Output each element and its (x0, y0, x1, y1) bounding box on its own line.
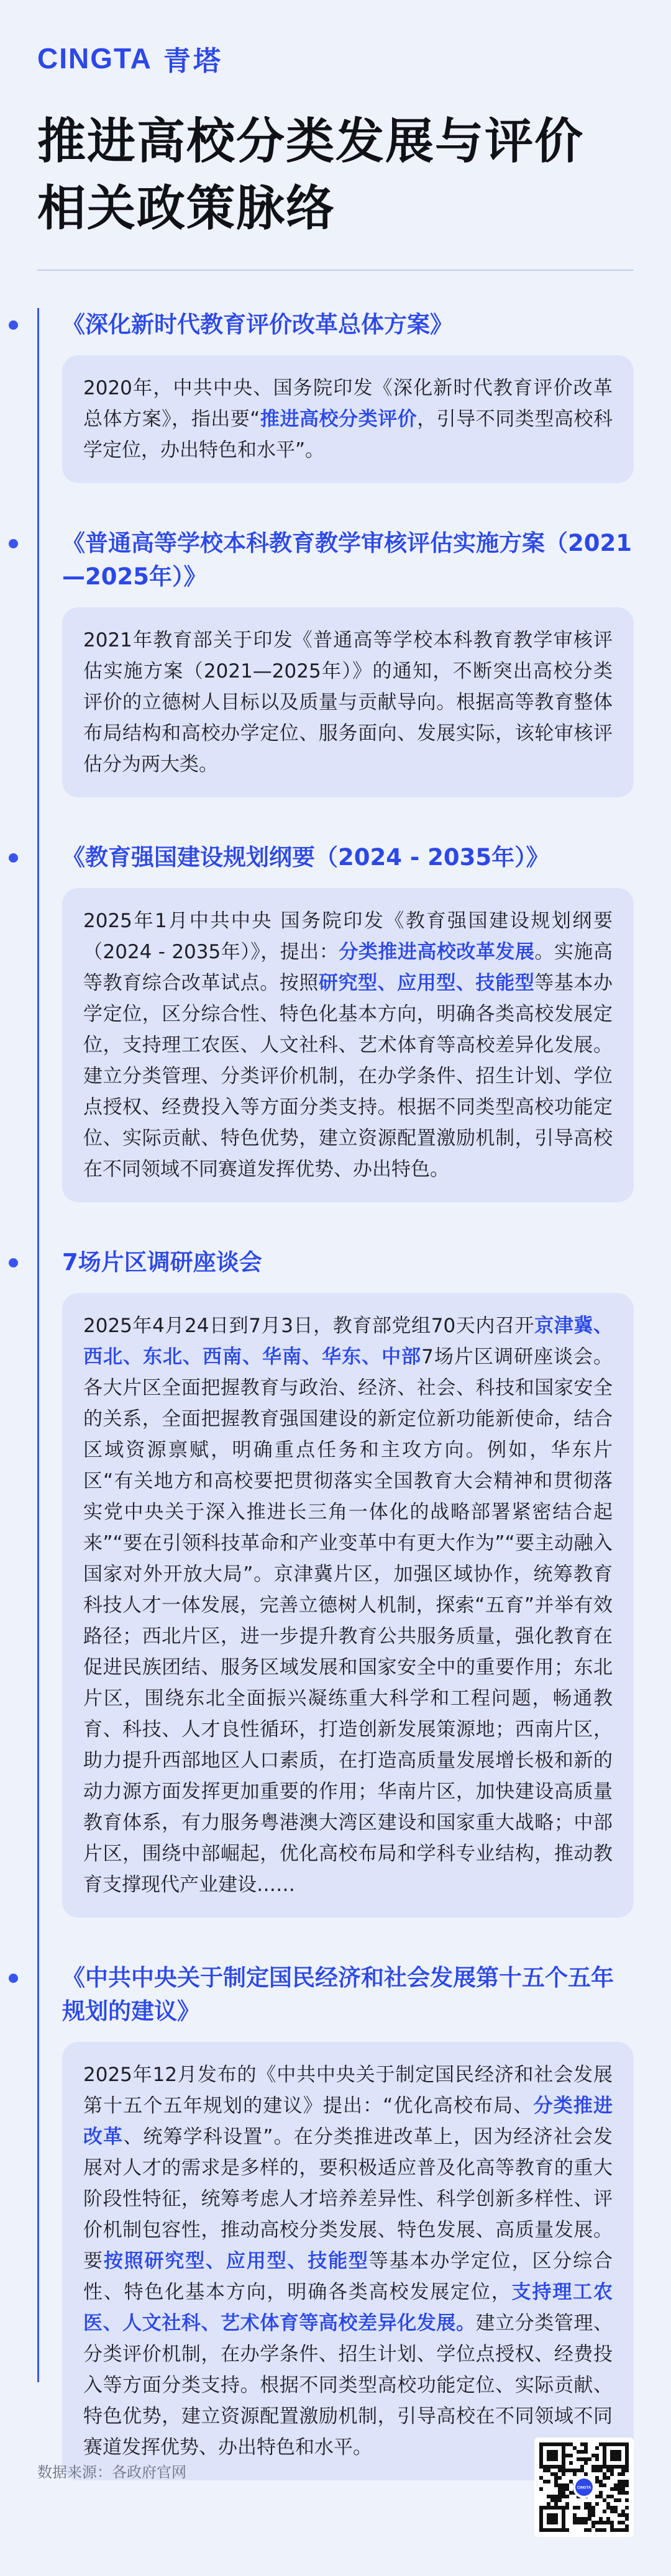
qr-module (610, 2521, 614, 2524)
qr-module (554, 2495, 558, 2498)
qr-module (591, 2506, 595, 2510)
qr-module (565, 2469, 569, 2472)
qr-module (554, 2476, 558, 2480)
qr-module (606, 2469, 610, 2472)
qr-module (599, 2521, 603, 2524)
qr-module (584, 2517, 588, 2521)
qr-module (595, 2446, 599, 2450)
qr-module (618, 2483, 621, 2487)
brand-name-cn: 青塔 (163, 45, 223, 77)
qr-module (562, 2491, 565, 2495)
qr-finder-core (547, 2450, 558, 2461)
qr-module (562, 2487, 565, 2491)
qr-module (595, 2469, 599, 2472)
qr-module (599, 2483, 603, 2487)
qr-module (599, 2491, 603, 2495)
section-card (62, 607, 634, 797)
body-text: 。实施高等教育综合改革试点。按照 (83, 941, 613, 994)
qr-module (606, 2495, 610, 2498)
qr-module (595, 2457, 599, 2461)
qr-module (569, 2480, 573, 2483)
qr-module (603, 2528, 606, 2532)
qr-module (565, 2483, 569, 2487)
qr-module (599, 2442, 603, 2446)
qr-center-logo-text: CINGTA (577, 2486, 591, 2490)
qr-module (595, 2454, 599, 2457)
qr-module (584, 2506, 588, 2510)
qr-module (621, 2521, 625, 2524)
qr-finder-core (547, 2513, 558, 2524)
highlight-text: 研究型、应用型、技能型 (318, 972, 535, 994)
body-text: ，引导不同类型高校科学定位，办出特色和水平”。 (83, 408, 613, 461)
body-text: 等基本办学定位，区分综合性、特色化基本方向，明确各类高校发展定位，支持理工农医、人文社科、艺术体育等高校差异化发展。建立分类管理、分类评价机制，在办学条件、招生计划、学位点授权、经费投入等方面分类支持。根据不同类型高校功能定位、实际贡献、特色优势，建立资源配置激励机制，引导高校在不同领域不同赛道发挥优势、办出特色。 (83, 972, 613, 1181)
qr-module (618, 2491, 621, 2495)
body-text: 2025年1月中共中央 国务院印发《教育强国建设规划纲要（2024 - 2035年）》，提出： (83, 910, 613, 963)
qr-module (603, 2498, 606, 2502)
footer (37, 2438, 634, 2543)
qr-module (618, 2480, 621, 2483)
qr-module (539, 2487, 543, 2491)
qr-module (625, 2513, 629, 2517)
qr-module (584, 2450, 588, 2454)
qr-module (543, 2469, 547, 2472)
qr-module (621, 2510, 625, 2513)
qr-module (599, 2528, 603, 2532)
qr-module (565, 2502, 569, 2506)
body-text: 2025年4月24日到7月3日，教育部党组70天内召开 (83, 1315, 535, 1337)
body-text: 7场片区调研座谈会。各大片区全面把握教育与政治、经济、社会、科技和国家安全的关系，全面把握教育强国建设的新定位新功能新使命，结合区域资源禀赋，明确重点任务和主攻方向。例如，华东片区“有关地方和高校要把贯彻落实全国教育大会精神和贯彻落实党中央关于深入推进长三角一体化的战略部署紧密结合起来”“要在引领科技革命和产业变革中有更大作为”“要主动融入国家对外开放大局”。京津冀片区，加强区域协作，统筹教育科技人才一体发展，完善立德树人机制，探索“五育”并举有效路径；西北片区，进一步提升教育公共服务质量，强化教育在促进民族团结、服务区域发展和国家安全中的重要作用；东北片区，围绕东北全面振兴凝练重大科学和工程问题，畅通教育、科技、人才良性循环，打造创新发展策源地；西南片区，助力提升西部地区人口素质，在打造高质量发展增长极和新的动力源方面发挥更加重要的作用；华南片区，加快建设高质量教育体系，有力服务粤港澳大湾区建设和国家重大战略；中部片区，围绕中部崛起，优化高校布局和学科专业结构，推动教育支撑现代产业建设…… (83, 1346, 613, 1896)
qr-module (614, 2506, 618, 2510)
highlight-text: 支持理工农医、人文社科、艺术体育等高校差异化发展。 (83, 2281, 613, 2334)
qr-module (558, 2487, 562, 2491)
qr-module (603, 2521, 606, 2524)
qr-module (595, 2480, 599, 2483)
qr-module (554, 2472, 558, 2476)
qr-module (621, 2487, 625, 2491)
body-text: 建立分类管理、分类评价机制，在办学条件、招生计划、学位点授权、经费投入等方面分类支持。根据不同类型高校功能定位、实际贡献、特色优势，建立资源配置激励机制，引导高校在不同领域不同赛道发挥优势、办出特色和水平。 (83, 2312, 613, 2459)
qr-module (591, 2513, 595, 2517)
qr-module (550, 2495, 554, 2498)
qr-module (599, 2517, 603, 2521)
highlight-text: 推进高校分类评价 (260, 408, 418, 430)
qr-module (610, 2524, 614, 2528)
qr-module (554, 2498, 558, 2502)
qr-module (584, 2442, 588, 2446)
brand-logo (37, 39, 634, 78)
timeline-dot (9, 1258, 18, 1268)
section-card (62, 355, 634, 483)
qr-module (554, 2483, 558, 2487)
qr-module (554, 2480, 558, 2483)
qr-module (565, 2528, 569, 2532)
qr-module (599, 2480, 603, 2483)
qr-module (621, 2469, 625, 2472)
policy-section (37, 1246, 634, 1918)
qr-code (534, 2438, 634, 2537)
qr-finder-core (610, 2450, 621, 2461)
qr-module (584, 2446, 588, 2450)
qr-module (591, 2510, 595, 2513)
header (0, 0, 671, 271)
highlight-text: 分类推进高校改革发展 (339, 941, 535, 963)
header-divider (37, 270, 634, 271)
qr-module (614, 2487, 618, 2491)
qr-module (606, 2476, 610, 2480)
qr-module (618, 2472, 621, 2476)
qr-module (588, 2517, 591, 2521)
qr-module (591, 2521, 595, 2524)
policy-section (37, 1961, 634, 2480)
qr-module (610, 2506, 614, 2510)
qr-module (614, 2483, 618, 2487)
policy-section (37, 527, 634, 797)
qr-module (554, 2502, 558, 2506)
qr-module (621, 2528, 625, 2532)
qr-module (618, 2513, 621, 2517)
qr-module (558, 2483, 562, 2487)
section-card (62, 2042, 634, 2480)
qr-module (577, 2517, 580, 2521)
qr-module (625, 2469, 629, 2472)
qr-module (603, 2510, 606, 2513)
qr-module (618, 2521, 621, 2524)
section-title: 《教育强国建设规划纲要（2024 - 2035年）》 (62, 844, 549, 871)
qr-module (573, 2506, 577, 2510)
qr-module (580, 2469, 584, 2472)
highlight-text: 按照研究型、应用型、技能型 (103, 2250, 369, 2272)
page-title-line-1: 推进高校分类发展与评价 (37, 114, 585, 170)
section-card (62, 888, 634, 1202)
qr-module (580, 2457, 584, 2461)
body-text: 2020年，中共中央、国务院印发《深化新时代教育评价改革总体方案》，指出要“ (83, 377, 613, 430)
qr-module (603, 2476, 606, 2480)
highlight-text: 京津冀、西北、东北、西南、华南、华东、中部 (83, 1315, 613, 1368)
qr-module (610, 2487, 614, 2491)
qr-module (603, 2483, 606, 2487)
section-title: 《中共中央关于制定国民经济和社会发展第十五个五年规划的建议》 (62, 1964, 614, 2025)
qr-module (569, 2491, 573, 2495)
section-title: 7场片区调研座谈会 (62, 1249, 262, 1276)
qr-module (573, 2446, 577, 2450)
qr-module (625, 2483, 629, 2487)
qr-module (577, 2450, 580, 2454)
qr-module (580, 2517, 584, 2521)
qr-module (569, 2469, 573, 2472)
qr-module (621, 2480, 625, 2483)
qr-module (625, 2498, 629, 2502)
qr-module (584, 2457, 588, 2461)
policy-timeline (0, 308, 671, 2480)
qr-module (591, 2454, 595, 2457)
qr-module (610, 2528, 614, 2532)
qr-module (580, 2521, 584, 2524)
qr-module (599, 2495, 603, 2498)
qr-module (595, 2521, 599, 2524)
qr-module (595, 2495, 599, 2498)
qr-module (606, 2521, 610, 2524)
qr-module (621, 2513, 625, 2517)
qr-module (584, 2521, 588, 2524)
section-title: 《深化新时代教育评价改革总体方案》 (62, 311, 453, 338)
body-text: 2021年教育部关于印发《普通高等学校本科教育教学审核评估实施方案（2021—2025年）》的通知，不断突出高校分类评价的立德树人目标以及质量与贡献导向。根据高等教育整体布局结构和高校办学定位、服务面向、发展实际，该轮审核评估分为两大类。 (83, 629, 613, 776)
qr-module (614, 2528, 618, 2532)
qr-module (588, 2502, 591, 2506)
qr-module (550, 2472, 554, 2476)
timeline-dot (9, 320, 18, 330)
page-title-line-2: 相关政策脉络 (37, 181, 336, 237)
qr-module (569, 2442, 573, 2446)
qr-module (610, 2495, 614, 2498)
qr-module (618, 2498, 621, 2502)
qr-module (599, 2465, 603, 2469)
policy-section (37, 308, 634, 483)
qr-module (606, 2502, 610, 2506)
qr-module (577, 2457, 580, 2461)
qr-module (591, 2469, 595, 2472)
policy-section (37, 841, 634, 1202)
qr-module (565, 2454, 569, 2457)
qr-module (595, 2502, 599, 2506)
qr-module (565, 2506, 569, 2510)
body-text: 、统筹学科设置”。在分类推进改革上，因为经济社会发展对人才的需求是多样的，要积极适应普及化高等教育的重大阶段性特征，统筹考虑人才培养差异性、科学创新多样性、评价机制包容性，推动高校分类发展、特色发展、高质量发展。要 (83, 2126, 613, 2272)
qr-module (621, 2483, 625, 2487)
qr-module (547, 2469, 550, 2472)
qr-module (569, 2454, 573, 2457)
section-card (62, 1293, 634, 1918)
qr-module (558, 2491, 562, 2495)
qr-module (618, 2528, 621, 2532)
qr-module (558, 2498, 562, 2502)
qr-module (595, 2528, 599, 2532)
timeline-dot (9, 853, 18, 863)
data-source: 数据来源：各政府官网 (37, 2464, 186, 2481)
qr-module (550, 2498, 554, 2502)
timeline-dot (9, 539, 18, 548)
qr-module (562, 2472, 565, 2476)
qr-module (610, 2472, 614, 2476)
qr-module (625, 2491, 629, 2495)
qr-module (610, 2469, 614, 2472)
qr-module (558, 2469, 562, 2472)
qr-module (584, 2528, 588, 2532)
body-text: 等基本办学定位，区分综合性、特色化基本方向，明确各类高校发展定位， (83, 2250, 613, 2303)
qr-module (599, 2469, 603, 2472)
qr-module (588, 2513, 591, 2517)
qr-module (584, 2502, 588, 2506)
qr-module (565, 2487, 569, 2491)
qr-module (603, 2472, 606, 2476)
qr-module (588, 2510, 591, 2513)
qr-module (621, 2472, 625, 2476)
brand-name-en: CINGTA (37, 42, 152, 75)
qr-module (584, 2461, 588, 2465)
qr-module (591, 2524, 595, 2528)
qr-module (591, 2465, 595, 2469)
qr-module (577, 2469, 580, 2472)
qr-module (565, 2442, 569, 2446)
qr-module (588, 2506, 591, 2510)
qr-module (580, 2465, 584, 2469)
qr-module (618, 2487, 621, 2491)
page-title (37, 108, 634, 242)
qr-module (606, 2506, 610, 2510)
qr-module (573, 2469, 577, 2472)
qr-module (543, 2480, 547, 2483)
qr-module (625, 2528, 629, 2532)
qr-module (562, 2495, 565, 2498)
timeline-dot (9, 1974, 18, 1983)
qr-module (565, 2495, 569, 2498)
qr-module (610, 2510, 614, 2513)
qr-module (562, 2483, 565, 2487)
qr-module (588, 2457, 591, 2461)
qr-module (588, 2528, 591, 2532)
qr-module (625, 2517, 629, 2521)
qr-module (547, 2502, 550, 2506)
qr-module (595, 2465, 599, 2469)
qr-module (558, 2495, 562, 2498)
qr-module (573, 2472, 577, 2476)
qr-module (595, 2476, 599, 2480)
qr-module (580, 2442, 584, 2446)
qr-module (584, 2472, 588, 2476)
qr-module (573, 2521, 577, 2524)
qr-module (625, 2524, 629, 2528)
qr-module (614, 2498, 618, 2502)
qr-module (606, 2517, 610, 2521)
qr-module (577, 2521, 580, 2524)
section-title: 《普通高等学校本科教育教学审核评估实施方案（2021—2025年）》 (62, 530, 632, 590)
qr-module (569, 2461, 573, 2465)
qr-module (547, 2480, 550, 2483)
qr-module (558, 2476, 562, 2480)
qr-module (547, 2495, 550, 2498)
qr-module (614, 2510, 618, 2513)
qr-module (621, 2491, 625, 2495)
qr-module (573, 2513, 577, 2517)
qr-module (539, 2476, 543, 2480)
highlight-text: 分类推进改革 (83, 2095, 613, 2148)
body-text: 2025年12月发布的《中共中央关于制定国民经济和社会发展第十五个五年规划的建议》提出：“优化高校布局、 (83, 2064, 613, 2117)
qr-module (577, 2506, 580, 2510)
qr-module (625, 2506, 629, 2510)
qr-module (625, 2480, 629, 2483)
qr-module (562, 2469, 565, 2472)
qr-module (573, 2517, 577, 2521)
qr-module (580, 2450, 584, 2454)
